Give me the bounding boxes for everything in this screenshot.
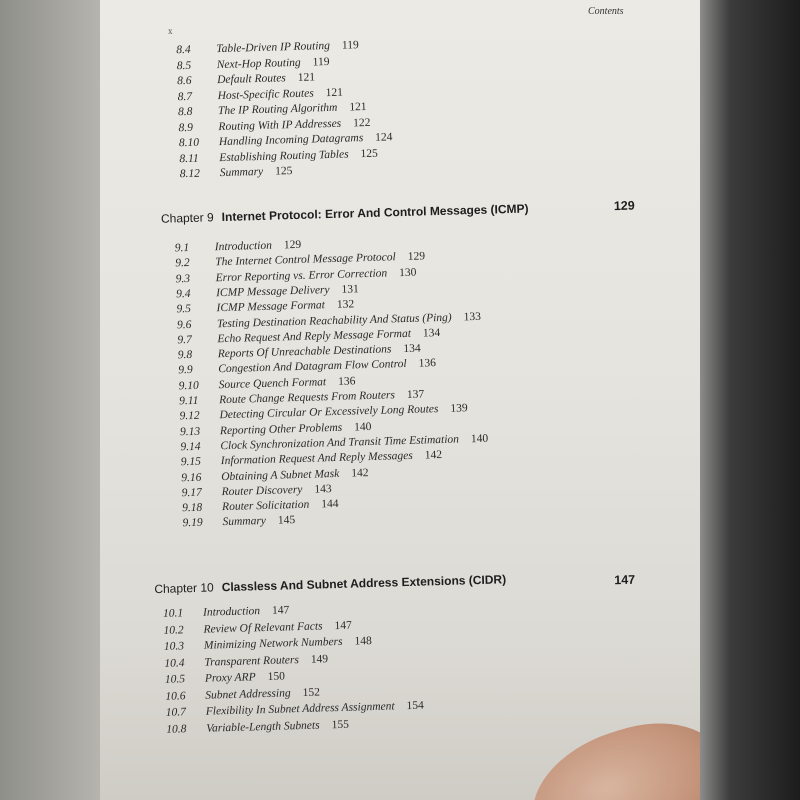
background-right: [700, 0, 800, 800]
background-left: [0, 0, 100, 800]
page-mark: x: [168, 26, 173, 36]
book-page: [100, 0, 700, 800]
chapter-9-heading: Chapter 9 Internet Protocol: Error And Control Messages (ICMP): [160, 201, 529, 226]
toc-content: 8.4 Table-Driven IP Routing 119 8.5 Next-Hop Routing 119 8.6 Default Routes 121 8.7 Host-Specific Routes 121 8.8 The IP Routing Algorithm 121 8.9 Routing With IP Addresses 122 8.10 Handling Incoming Datagrams 124 8.11 Establishing Routing Tables 125 8.12 Summary 125 Chapter 9 Internet Protocol: Error And Control Messages (ICMP) 129 9.1 Introduction 129 9.2 The Internet Control Message Protocol 129 9.3 Error Reporting vs. Error Correction 130 9.4 ICMP Message Delivery 131 9.5 ICMP Message Format 132 9.6 Testing Destination Reachability And Status (Ping) 133 9.7 Echo Request And Reply Message Format 134 9.8 Reports Of Unreachable Destinations 134 9.9 Congestion And Datagram Flow Control 136 9.10 Source Quench Format 136 9.11 Route Change Requests From Routers 137 9.12 Detecting Circular Or Excessively Long Routes 139 9.13 Reporting Other Problems 140 9.14 Clock Synchronization And Transit Time Estimation 140 9.15 Information Request And Reply Messages 142 9.16 Obtaining A Subnet Mask 142 9.17 Router Discovery 143 9.18 Router Solicitation 144 9.19 Summary 145 Chapter 10 Classless And Subnet Address Extensions (CIDR) 147 10.1 Introduction 147 10.2 Review Of Relevant Facts 147 10.3 Minimizing Network Numbers 148 10.4 Transparent Routers 149 10.5 Proxy ARP 150 10.6 Subnet Addressing 152 10.7 Flexibility In Subnet Address Assignment 154 10.8 Variable-Length Subnets 155: [154, 39, 636, 736]
chapter-9-page: 129: [613, 198, 635, 214]
chapter-10-heading: Chapter 10 Classless And Subnet Address Extensions (CIDR): [154, 572, 507, 597]
running-header: Contents: [588, 6, 624, 17]
chapter-10-page: 147: [614, 572, 636, 588]
